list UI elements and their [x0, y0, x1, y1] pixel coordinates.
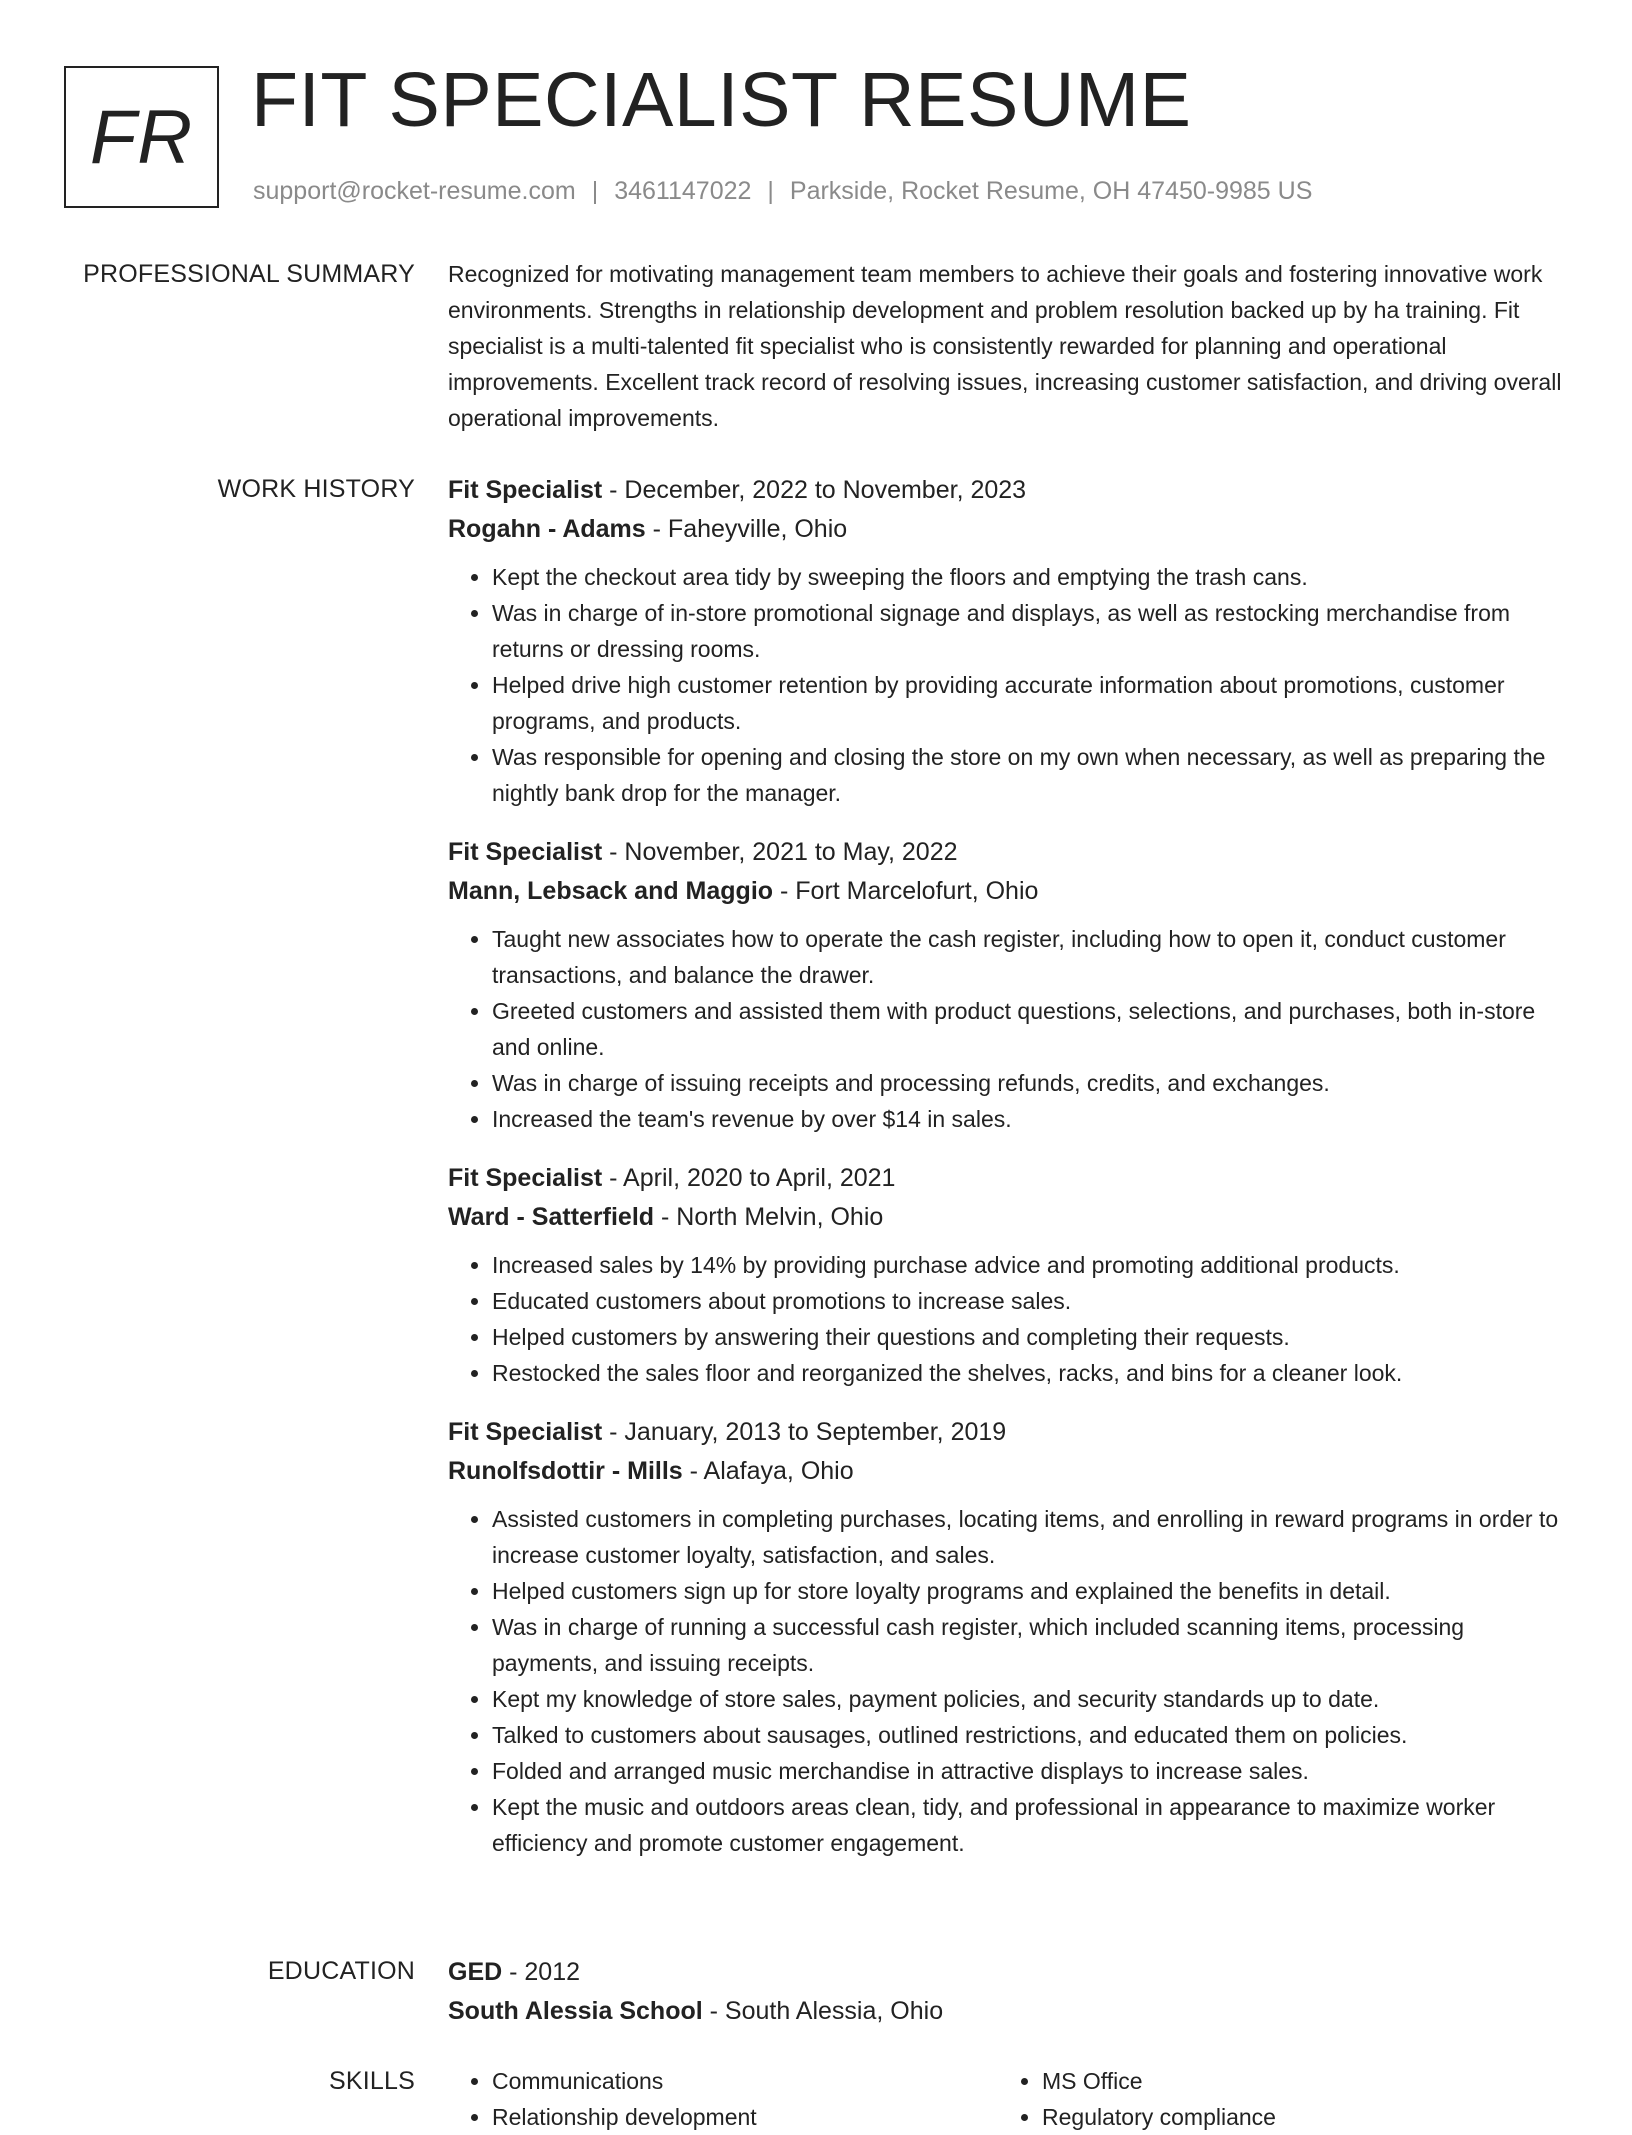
job-bullet: • Assisted customers in completing purchases, locating items, and enrolling in reward programs in order to increase customer loyalty, satisfaction, and sales.: [492, 1501, 1568, 1573]
contact-separator: |: [591, 177, 599, 205]
contact-address: Parkside, Rocket Resume, OH 47450-9985 US: [789, 177, 1313, 205]
job-company: Runolfsdottir - Mills: [448, 1457, 683, 1485]
skill-item: • Communications: [492, 2063, 998, 2099]
job-bullets: [448, 1501, 1568, 1861]
job-bullet: • Restocked the sales floor and reorganized the shelves, racks, and bins for a cleaner look.: [492, 1355, 1568, 1391]
job-location: - Fort Marcelofurt, Ohio: [773, 877, 1039, 905]
degree-line: [448, 1953, 1568, 1992]
job-title-line: [448, 471, 1568, 510]
job-title: Fit Specialist: [448, 1418, 603, 1446]
degree: GED: [448, 1958, 503, 1986]
job-bullet: • Kept the checkout area tidy by sweeping the floors and emptying the trash cans.: [492, 559, 1568, 595]
job-company-line: [448, 1198, 1568, 1237]
monogram-logo: FR: [64, 66, 219, 208]
summary-heading: PROFESSIONAL SUMMARY: [83, 260, 415, 288]
school-line: [448, 1992, 1568, 2031]
work-history-body: [448, 471, 1568, 1883]
contact-phone[interactable]: 3461147022: [614, 177, 752, 205]
job-entry: [448, 1159, 1568, 1391]
job-dates: - April, 2020 to April, 2021: [602, 1164, 896, 1192]
skill-item: • Relationship development: [492, 2099, 998, 2135]
job-title-line: [448, 833, 1568, 872]
job-title: Fit Specialist: [448, 1164, 603, 1192]
contact-separator: |: [767, 177, 774, 205]
contact-line: [253, 174, 1312, 208]
job-company: Mann, Lebsack and Maggio: [448, 877, 774, 905]
education-body: [448, 1953, 1568, 2031]
skills-heading: SKILLS: [329, 2067, 415, 2095]
job-location: - Faheyville, Ohio: [645, 515, 848, 543]
summary-text: Recognized for motivating management team members to achieve their goals and fostering innovative work environments. Strengths in relationship development and problem resolution backed up by ha training. Fit specialist is a multi-talented fit specialist who is consistently rewarded for planning and operational improvements. Excellent track record of resolving issues, increasing customer satisfaction, and driving overall operational improvements.: [448, 261, 1562, 431]
job-bullet: • Helped drive high customer retention by providing accurate information about promotions, customer programs, and products.: [492, 667, 1568, 739]
skills-list: [448, 2063, 998, 2135]
job-bullet: • Taught new associates how to operate the cash register, including how to open it, conduct customer transactions, and balance the drawer.: [492, 921, 1568, 993]
degree-year: - 2012: [502, 1958, 581, 1986]
school-name: South Alessia School: [448, 1997, 703, 2025]
skill-item: • MS Office: [1042, 2063, 1548, 2099]
job-title: Fit Specialist: [448, 838, 603, 866]
job-entry: [448, 833, 1568, 1137]
school-location: - South Alessia, Ohio: [702, 1997, 944, 2025]
job-bullet: • Was in charge of issuing receipts and processing refunds, credits, and exchanges.: [492, 1065, 1568, 1101]
job-bullet: • Increased sales by 14% by providing purchase advice and promoting additional products.: [492, 1247, 1568, 1283]
job-bullet: • Folded and arranged music merchandise in attractive displays to increase sales.: [492, 1753, 1568, 1789]
job-company-line: [448, 1452, 1568, 1491]
job-title-line: [448, 1413, 1568, 1452]
job-entry: [448, 471, 1568, 811]
job-entry: [448, 1413, 1568, 1861]
page-title: FIT SPECIALIST RESUME: [251, 57, 1192, 143]
job-company-line: [448, 872, 1568, 911]
job-company: Ward - Satterfield: [448, 1203, 655, 1231]
job-location: - Alafaya, Ohio: [682, 1457, 854, 1485]
job-bullet: • Kept the music and outdoors areas clean, tidy, and professional in appearance to maximize worker efficiency and promote customer engagement.: [492, 1789, 1568, 1861]
job-bullets: [448, 1247, 1568, 1391]
job-bullets: [448, 559, 1568, 811]
job-dates: - December, 2022 to November, 2023: [602, 476, 1027, 504]
job-bullet: • Talked to customers about sausages, outlined restrictions, and educated them on policies.: [492, 1717, 1568, 1753]
job-bullet: • Was in charge of running a successful cash register, which included scanning items, processing payments, and issuing receipts.: [492, 1609, 1568, 1681]
skills-column-right: [998, 2063, 1548, 2135]
job-bullet: • Increased the team's revenue by over $14 in sales.: [492, 1101, 1568, 1137]
job-bullet: • Helped customers by answering their questions and completing their requests.: [492, 1319, 1568, 1355]
job-dates: - January, 2013 to September, 2019: [602, 1418, 1007, 1446]
job-company: Rogahn - Adams: [448, 515, 646, 543]
skill-item: • Regulatory compliance: [1042, 2099, 1548, 2135]
contact-email[interactable]: support@rocket-resume.com: [253, 177, 576, 205]
job-company-line: [448, 510, 1568, 549]
job-title-line: [448, 1159, 1568, 1198]
skills-list: [998, 2063, 1548, 2135]
job-bullet: • Helped customers sign up for store loyalty programs and explained the benefits in detail.: [492, 1573, 1568, 1609]
job-title: Fit Specialist: [448, 476, 603, 504]
skills-column-left: [448, 2063, 998, 2135]
job-bullet: • Greeted customers and assisted them with product questions, selections, and purchases, both in-store and online.: [492, 993, 1568, 1065]
job-bullet: • Was responsible for opening and closing the store on my own when necessary, as well as preparing the nightly bank drop for the manager.: [492, 739, 1568, 811]
work-history-heading: WORK HISTORY: [217, 475, 415, 503]
job-dates: - November, 2021 to May, 2022: [602, 838, 958, 866]
job-bullet: • Was in charge of in-store promotional signage and displays, as well as restocking merchandise from returns or dressing rooms.: [492, 595, 1568, 667]
job-bullet: • Kept my knowledge of store sales, payment policies, and security standards up to date.: [492, 1681, 1568, 1717]
skills-columns: [448, 2063, 1568, 2135]
education-heading: EDUCATION: [267, 1957, 415, 1985]
job-bullets: [448, 921, 1568, 1137]
job-location: - North Melvin, Ohio: [654, 1203, 884, 1231]
summary-body: [448, 256, 1568, 436]
skills-body: [448, 2063, 1568, 2135]
job-bullet: • Educated customers about promotions to increase sales.: [492, 1283, 1568, 1319]
